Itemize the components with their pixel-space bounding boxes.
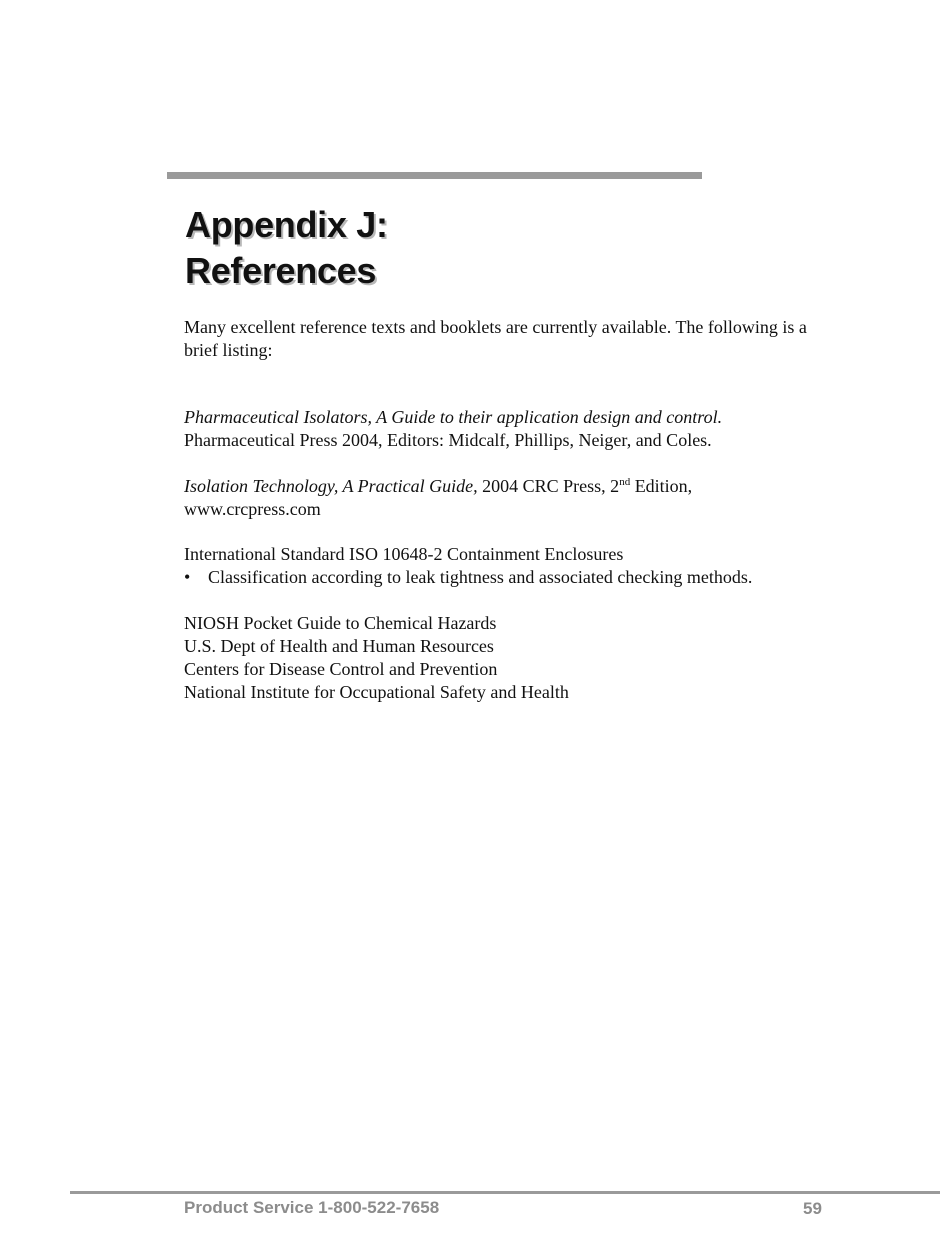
footer-service-text: Product Service 1-800-522-7658 [184, 1198, 440, 1217]
bullet-text: Classification according to leak tightness and associated checking methods. [208, 567, 753, 587]
reference-title: Pharmaceutical Isolators, A Guide to their application design and control. [184, 407, 723, 427]
reference-edition: Edition, [630, 476, 693, 496]
reference-url: www.crcpress.com [184, 499, 321, 519]
reference-title-line [184, 475, 864, 498]
reference-entry-2 [184, 475, 864, 521]
reference-line-3: Centers for Disease Control and Prevention [184, 659, 498, 679]
reference-entry-3 [184, 543, 864, 589]
page-title [185, 202, 388, 294]
ordinal-suffix: nd [619, 476, 631, 488]
page-title-line-1: Appendix J: [185, 204, 388, 245]
reference-details: Pharmaceutical Press 2004, Editors: Midcalf, Phillips, Neiger, and Coles. [184, 430, 712, 450]
reference-title: International Standard ISO 10648-2 Containment Enclosures [184, 544, 624, 564]
reference-entry-1 [184, 406, 864, 452]
top-divider-rule [167, 172, 702, 179]
reference-bullet-item [184, 566, 864, 589]
reference-line-2: U.S. Dept of Health and Human Resources [184, 636, 494, 656]
reference-details: 2004 CRC Press, 2 [477, 476, 620, 496]
footer-divider-rule [70, 1191, 940, 1194]
bullet-icon: • [184, 567, 191, 587]
page-number: 59 [803, 1199, 822, 1218]
reference-entry-4 [184, 612, 864, 704]
page-title-line-2: References [185, 250, 377, 291]
intro-paragraph: Many excellent reference texts and booklets are currently available. The following is a brief listing: [184, 317, 807, 360]
reference-line-1: NIOSH Pocket Guide to Chemical Hazards [184, 613, 497, 633]
reference-title: Isolation Technology, A Practical Guide, [184, 476, 478, 496]
reference-line-4: National Institute for Occupational Safety and Health [184, 682, 569, 702]
